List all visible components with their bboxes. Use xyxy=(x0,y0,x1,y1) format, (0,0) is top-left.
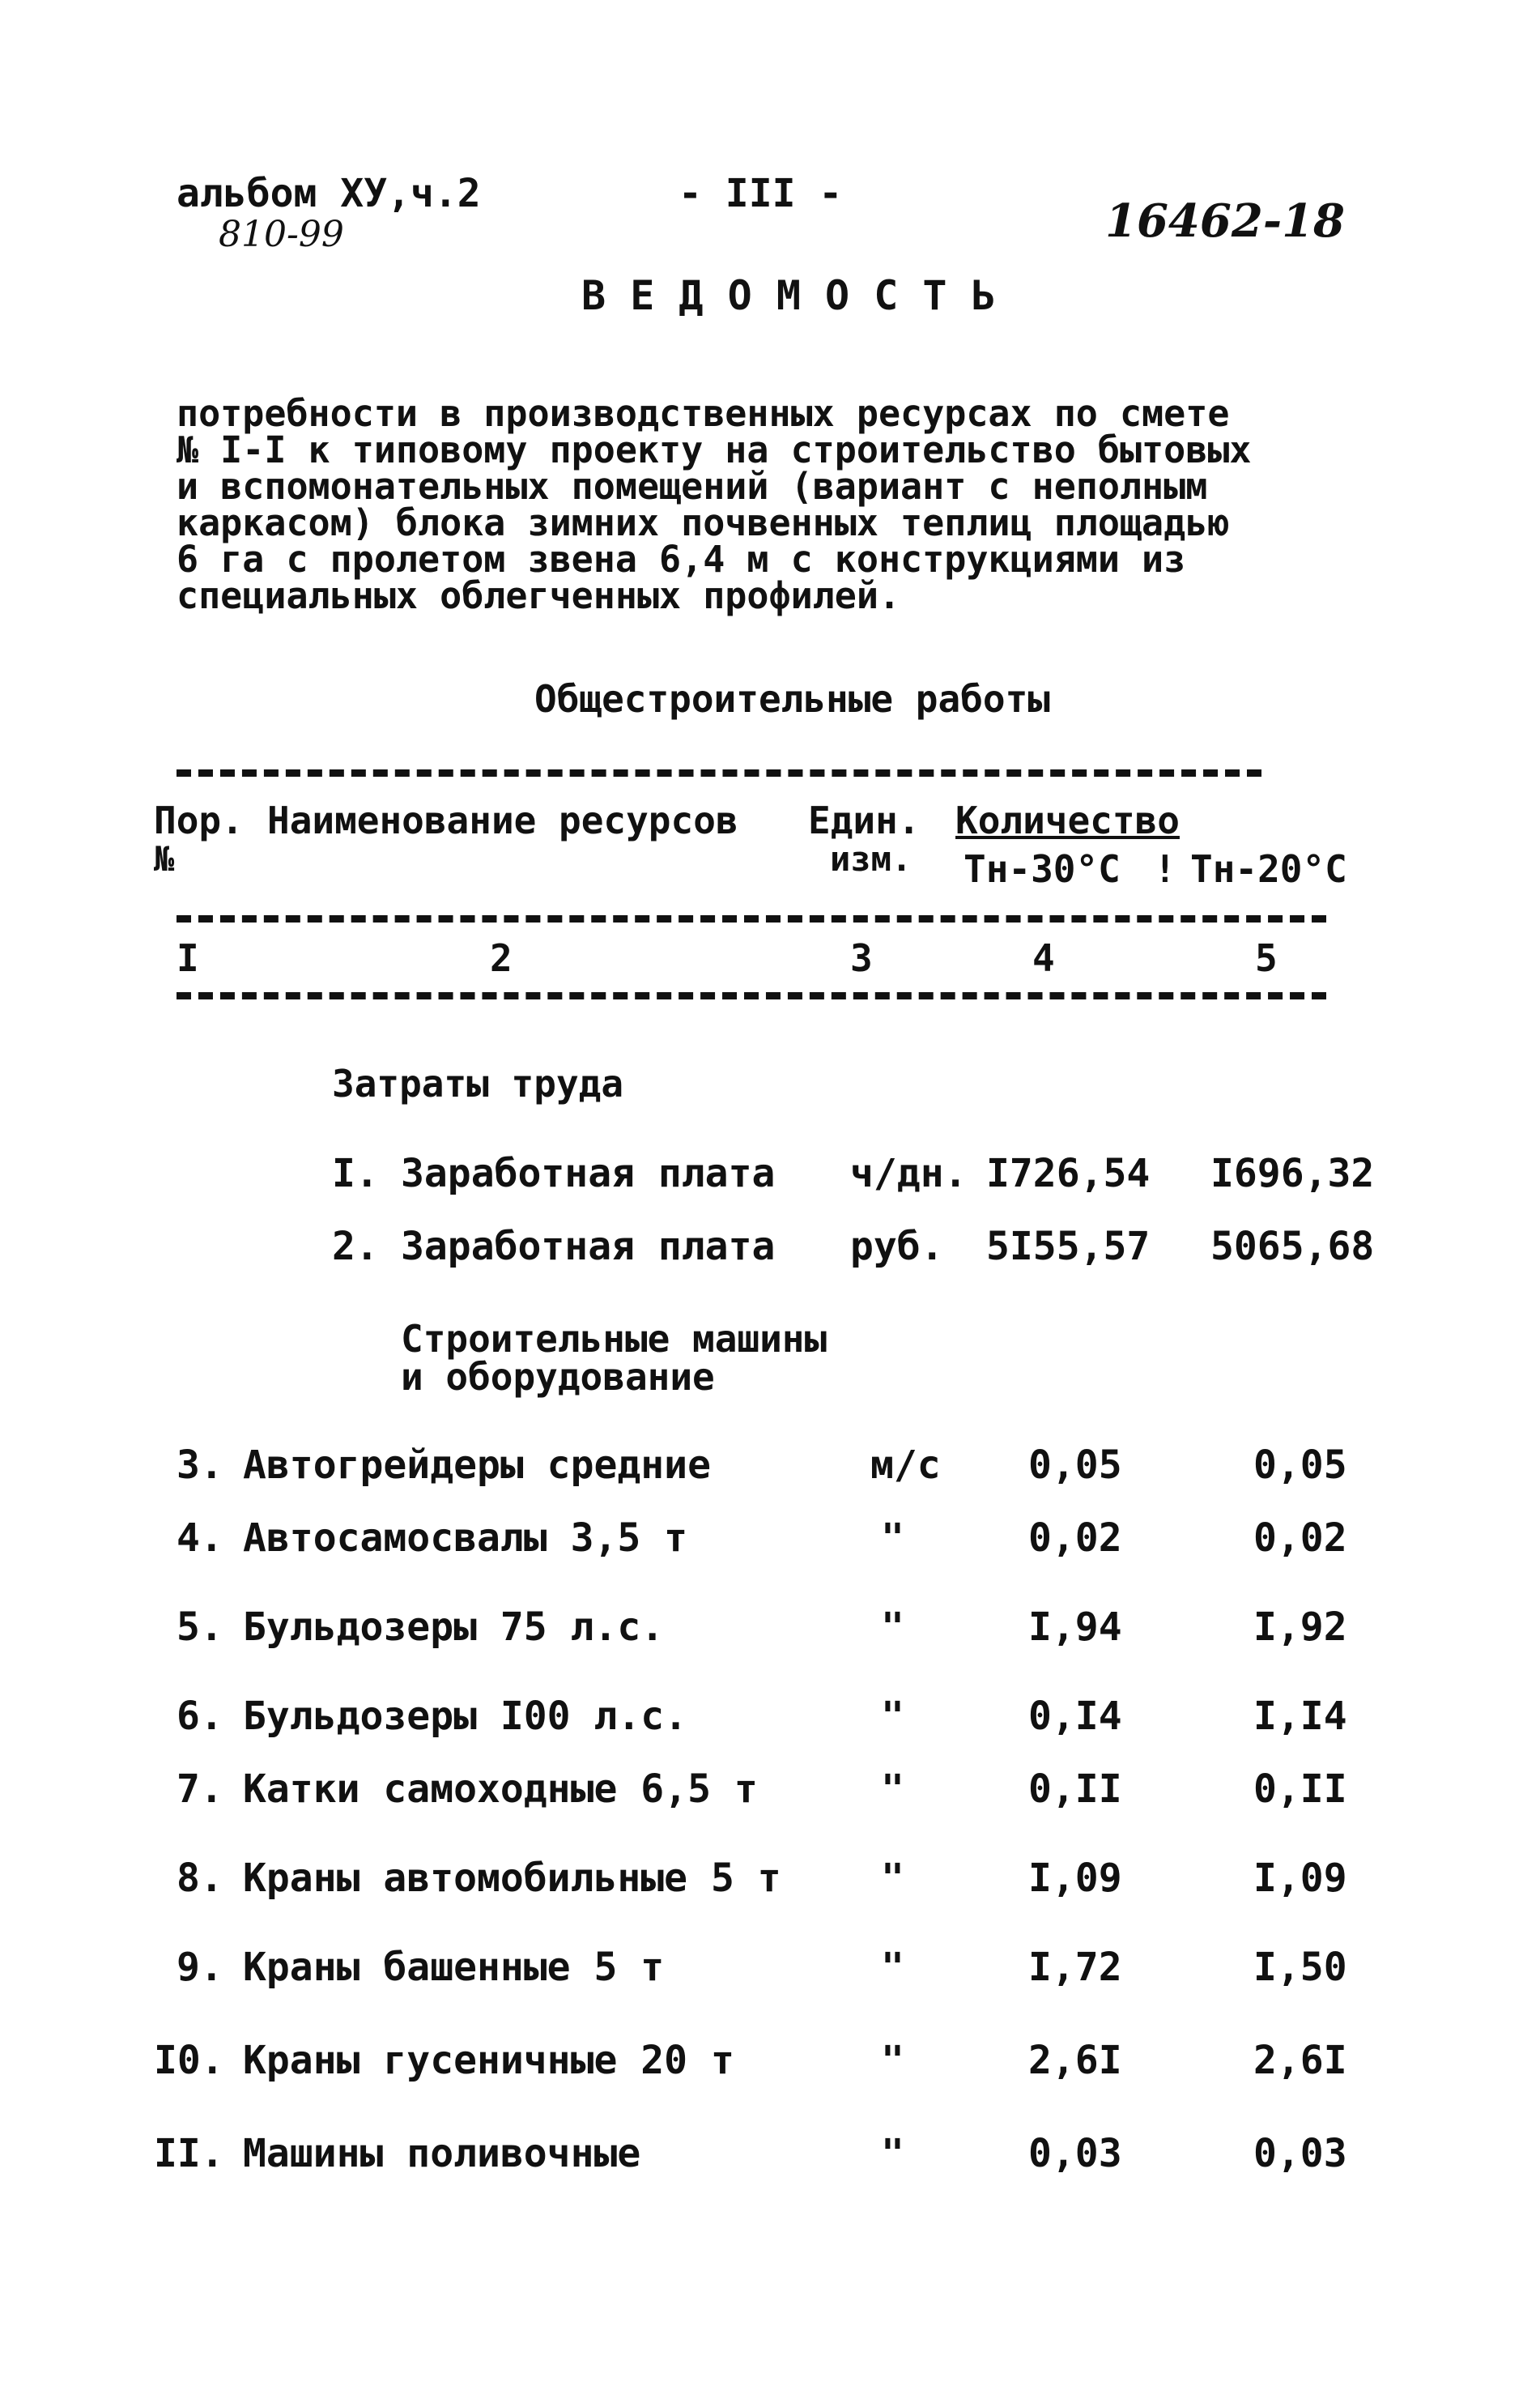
row-name: Бульдозеры I00 л.с. xyxy=(243,1694,688,1739)
group-title-machines: Строительные машины xyxy=(401,1317,827,1361)
row-unit-ditto: " xyxy=(881,1604,904,1650)
row-value-tn30: 0,II xyxy=(1028,1766,1122,1812)
description-line: № I-I к типовому проекту на строительство бытовых xyxy=(177,428,1252,471)
row-unit-ditto: " xyxy=(881,1945,904,1990)
row-unit: руб. xyxy=(850,1224,944,1269)
row-unit: ч/дн. xyxy=(850,1151,968,1196)
row-value-tn20: I,50 xyxy=(1253,1945,1347,1990)
row-number: 5. xyxy=(177,1604,223,1650)
row-unit-ditto: " xyxy=(881,1515,904,1561)
row-number: 2. xyxy=(332,1224,379,1269)
header-number-4: 4 xyxy=(1032,936,1055,980)
header-col-quantity-separator: ! xyxy=(1154,847,1176,891)
description-line: 6 га с пролетом звена 6,4 м с конструкциями из xyxy=(177,538,1186,581)
row-value-tn20: I,I4 xyxy=(1253,1694,1347,1739)
row-number: 7. xyxy=(177,1766,223,1812)
header-bottom-rule xyxy=(177,992,1326,999)
header-col-no-sign: № xyxy=(154,839,175,879)
row-value-tn30: 0,02 xyxy=(1028,1515,1122,1561)
group-title-machines-2: и оборудование xyxy=(401,1355,715,1399)
group-title-labor: Затраты труда xyxy=(332,1062,624,1106)
header-col-unit: Един. xyxy=(808,799,921,842)
row-number: 6. xyxy=(177,1694,223,1739)
row-number: 8. xyxy=(177,1856,223,1901)
row-value-tn20: 0,II xyxy=(1253,1766,1347,1812)
row-name: Машины поливочные xyxy=(243,2131,641,2176)
header-top-rule xyxy=(177,769,1261,777)
row-unit-ditto: " xyxy=(881,2131,904,2176)
row-value-tn30: 0,I4 xyxy=(1028,1694,1122,1739)
header-number-1: I xyxy=(177,936,199,980)
handwritten-right-note: 16462-18 xyxy=(1105,194,1345,248)
row-name: Заработная плата xyxy=(401,1224,776,1269)
row-name: Заработная плата xyxy=(401,1151,776,1196)
row-value-tn30: I,94 xyxy=(1028,1604,1122,1650)
row-value-tn30: 5I55,57 xyxy=(986,1224,1151,1269)
row-value-tn20: I,09 xyxy=(1253,1856,1347,1901)
description-line: потребности в производственных ресурсах по смете xyxy=(177,392,1230,435)
row-value-tn20: 0,05 xyxy=(1253,1442,1347,1488)
row-unit-ditto: " xyxy=(881,1694,904,1739)
row-name: Катки самоходные 6,5 т xyxy=(243,1766,758,1812)
row-value-tn30: 2,6I xyxy=(1028,2038,1122,2083)
row-number: 9. xyxy=(177,1945,223,1990)
header-number-5: 5 xyxy=(1255,936,1278,980)
row-number: 3. xyxy=(177,1442,223,1488)
header-col-quantity-a: Тн-30°С xyxy=(964,847,1121,891)
row-name: Автогрейдеры средние xyxy=(243,1442,711,1488)
header-col-quantity: Количество xyxy=(955,799,1180,842)
row-value-tn20: I696,32 xyxy=(1210,1151,1375,1196)
header-mid-rule xyxy=(177,915,1326,923)
row-name: Краны гусеничные 20 т xyxy=(243,2038,734,2083)
row-name: Бульдозеры 75 л.с. xyxy=(243,1604,665,1650)
row-value-tn30: 0,05 xyxy=(1028,1442,1122,1488)
header-number-3: 3 xyxy=(850,936,873,980)
row-unit-ditto: " xyxy=(881,2038,904,2083)
row-name: Краны автомобильные 5 т xyxy=(243,1856,781,1901)
row-value-tn30: I726,54 xyxy=(986,1151,1151,1196)
row-value-tn20: 0,02 xyxy=(1253,1515,1347,1561)
row-value-tn20: I,92 xyxy=(1253,1604,1347,1650)
document-title: В Е Д О М О С Т Ь xyxy=(581,272,996,319)
header-col-name: Наименование ресурсов xyxy=(267,799,738,842)
row-number: I0. xyxy=(154,2038,224,2083)
handwritten-left-note: 810-99 xyxy=(219,214,344,255)
row-unit-ditto: " xyxy=(881,1856,904,1901)
row-value-tn20: 5065,68 xyxy=(1210,1224,1375,1269)
description-paragraph xyxy=(177,392,1351,617)
row-value-tn20: 0,03 xyxy=(1253,2131,1347,2176)
header-col-unit-2: изм. xyxy=(830,839,913,879)
row-value-tn20: 2,6I xyxy=(1253,2038,1347,2083)
page-number: - III - xyxy=(679,171,843,216)
description-line: специальных облегченных профилей. xyxy=(177,574,901,617)
section-title: Общестроительные работы xyxy=(534,677,1050,721)
description-line: и вспомонательных помещений (вариант с неполным xyxy=(177,465,1208,508)
row-value-tn30: I,72 xyxy=(1028,1945,1122,1990)
row-value-tn30: I,09 xyxy=(1028,1856,1122,1901)
row-unit-ditto: " xyxy=(881,1766,904,1812)
header-col-quantity-b: Тн-20°С xyxy=(1190,847,1347,891)
row-value-tn30: 0,03 xyxy=(1028,2131,1122,2176)
row-name: Краны башенные 5 т xyxy=(243,1945,665,1990)
album-reference: альбом XУ,ч.2 xyxy=(177,171,481,216)
row-unit: м/с xyxy=(870,1442,941,1488)
description-line: каркасом) блока зимних почвенных теплиц площадью xyxy=(177,501,1230,544)
header-col-no: Пор. xyxy=(154,799,244,842)
row-number: II. xyxy=(154,2131,224,2176)
row-name: Автосамосвалы 3,5 т xyxy=(243,1515,688,1561)
header-number-2: 2 xyxy=(490,936,513,980)
row-number: 4. xyxy=(177,1515,223,1561)
row-number: I. xyxy=(332,1151,379,1196)
